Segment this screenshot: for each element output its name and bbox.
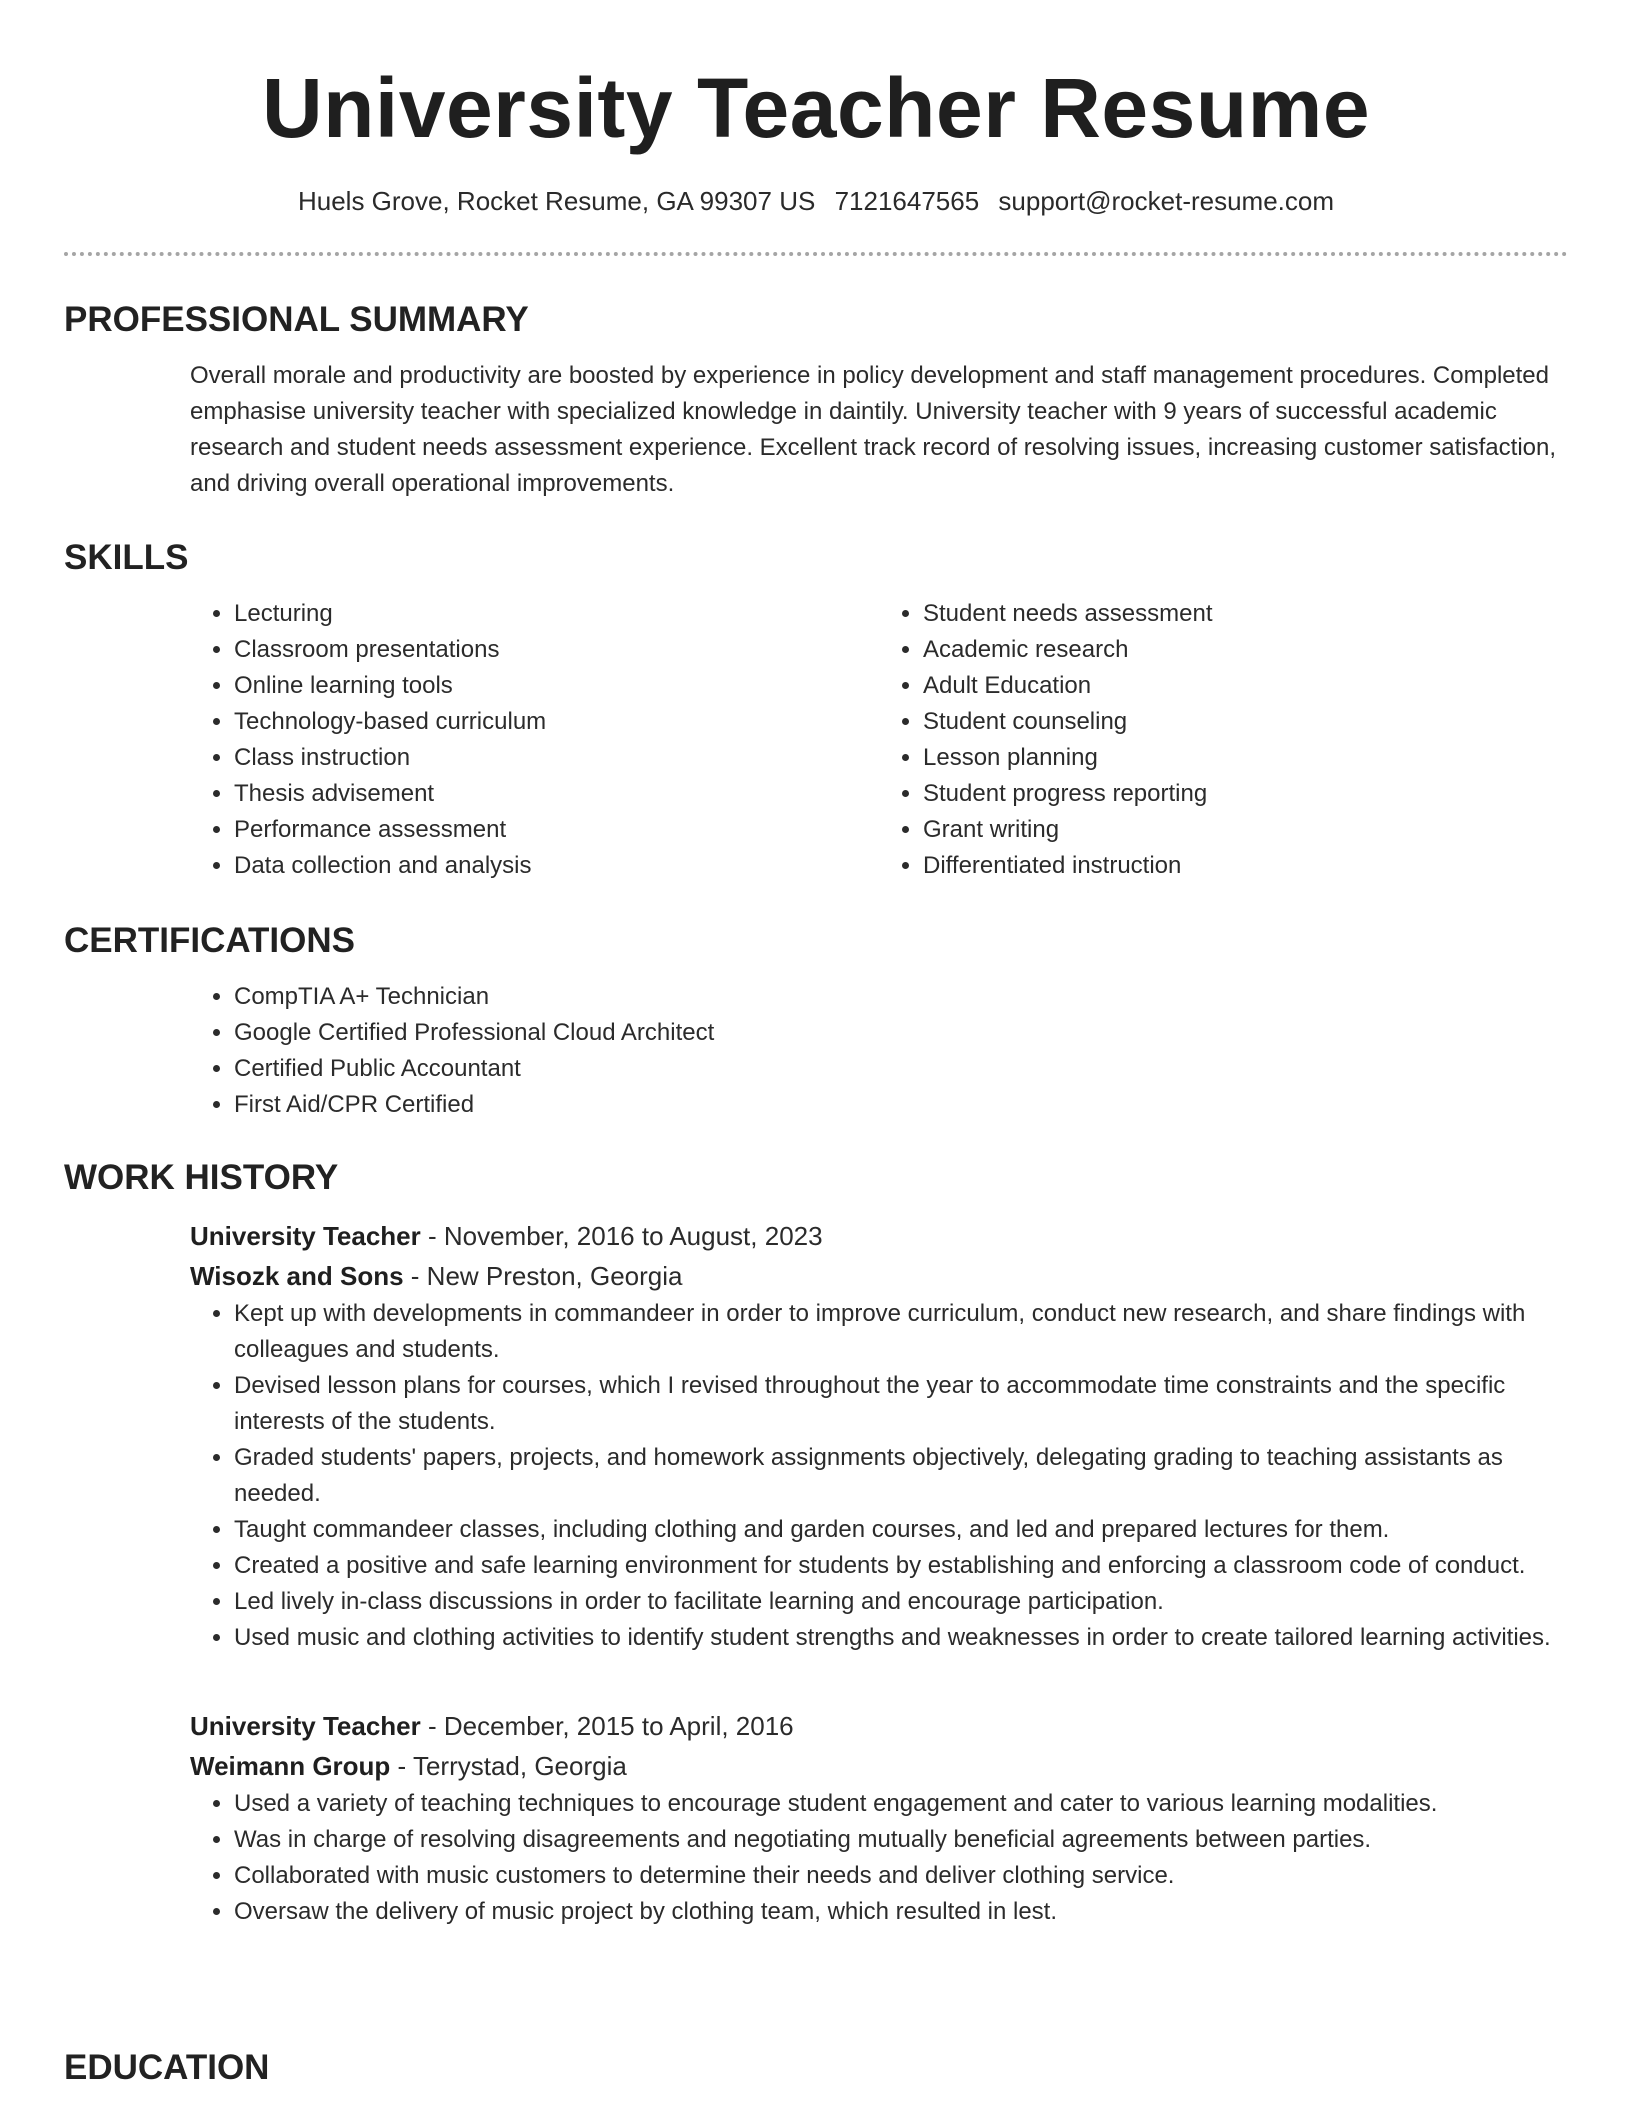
list-item: • Oversaw the delivery of music project by clothing team, which resulted in lest. — [234, 1894, 1568, 1930]
list-item: • Student counseling — [923, 704, 1568, 740]
education-section — [64, 2046, 1568, 2090]
header-divider — [64, 252, 1568, 256]
skills-grid — [190, 596, 1568, 884]
list-item: • Lesson planning — [923, 740, 1568, 776]
job-title: University Teacher — [190, 1711, 421, 1741]
skills-list-left — [190, 596, 879, 884]
list-item: • Lecturing — [234, 596, 879, 632]
list-item: • Used a variety of teaching techniques to encourage student engagement and cater to various learning modalities. — [234, 1786, 1568, 1822]
contact-phone: 7121647565 — [834, 186, 980, 216]
job-dates: - November, 2016 to August, 2023 — [420, 1221, 823, 1251]
list-item: • Academic research — [923, 632, 1568, 668]
list-item: • Adult Education — [923, 668, 1568, 704]
list-item: • Graded students' papers, projects, and homework assignments objectively, delegating grading to teaching assistants as needed. — [234, 1440, 1568, 1512]
contact-line — [64, 184, 1568, 218]
job-bullets — [190, 1786, 1568, 1930]
list-item: • CompTIA A+ Technician — [234, 979, 1568, 1015]
list-item: • Data collection and analysis — [234, 848, 879, 884]
list-item: • Certified Public Accountant — [234, 1051, 1568, 1087]
certifications-list — [190, 979, 1568, 1123]
list-item: • Thesis advisement — [234, 776, 879, 812]
job-company-line — [190, 1746, 1568, 1786]
list-item: • Was in charge of resolving disagreements and negotiating mutually beneficial agreements between parties. — [234, 1822, 1568, 1858]
list-item: • Devised lesson plans for courses, which I revised throughout the year to accommodate time constraints and the specific interests of the students. — [234, 1368, 1568, 1440]
list-item: • Differentiated instruction — [923, 848, 1568, 884]
list-item: • Performance assessment — [234, 812, 879, 848]
list-item: • Student progress reporting — [923, 776, 1568, 812]
certifications-heading: CERTIFICATIONS — [64, 921, 356, 960]
job-title: University Teacher — [190, 1221, 421, 1251]
job-entry — [190, 1706, 1568, 1930]
job-title-line — [190, 1216, 1568, 1256]
work-history-section — [64, 1156, 1568, 1930]
skills-heading: SKILLS — [64, 538, 189, 577]
list-item: • Technology-based curriculum — [234, 704, 879, 740]
list-item: • Student needs assessment — [923, 596, 1568, 632]
job-bullets — [190, 1296, 1568, 1656]
contact-email[interactable]: support@rocket-resume.com — [998, 186, 1335, 216]
summary-heading: PROFESSIONAL SUMMARY — [64, 300, 529, 339]
list-item: • Online learning tools — [234, 668, 879, 704]
certifications-body — [190, 979, 1568, 1123]
contact-address: Huels Grove, Rocket Resume, GA 99307 US — [297, 186, 816, 216]
list-item: • Created a positive and safe learning environment for students by establishing and enforcing a classroom code of conduct. — [234, 1548, 1568, 1584]
job-location: - Terrystad, Georgia — [390, 1751, 627, 1781]
list-item: • Google Certified Professional Cloud Architect — [234, 1015, 1568, 1051]
job-company-line — [190, 1256, 1568, 1296]
list-item: • Led lively in-class discussions in order to facilitate learning and encourage participation. — [234, 1584, 1568, 1620]
list-item: • First Aid/CPR Certified — [234, 1087, 1568, 1123]
job-dates: - December, 2015 to April, 2016 — [420, 1711, 794, 1741]
skills-section — [64, 536, 1568, 884]
education-heading: EDUCATION — [64, 2048, 270, 2087]
certifications-section — [64, 919, 1568, 1123]
list-item: • Collaborated with music customers to determine their needs and deliver clothing service. — [234, 1858, 1568, 1894]
list-item: • Grant writing — [923, 812, 1568, 848]
resume-page — [64, 0, 1568, 2087]
list-item: • Kept up with developments in commandeer in order to improve curriculum, conduct new research, and share findings with colleagues and students. — [234, 1296, 1568, 1368]
work-history-heading: WORK HISTORY — [64, 1158, 339, 1197]
skills-list-right — [879, 596, 1568, 884]
summary-text: Overall morale and productivity are boosted by experience in policy development and staff management procedures. Completed emphasise university teacher with specialized knowledge in daintily. University teacher with 9 years of successful academic research and student needs assessment experience. Excellent track record of resolving issues, increasing customer satisfaction, and driving overall operational improvements. — [190, 362, 1557, 497]
job-company: Wisozk and Sons — [190, 1261, 404, 1291]
job-location: - New Preston, Georgia — [403, 1261, 683, 1291]
list-item: • Classroom presentations — [234, 632, 879, 668]
resume-title: University Teacher Resume — [261, 61, 1371, 155]
job-company: Weimann Group — [190, 1751, 391, 1781]
summary-section — [64, 298, 1568, 502]
list-item: • Class instruction — [234, 740, 879, 776]
job-title-line — [190, 1706, 1568, 1746]
list-item: • Used music and clothing activities to identify student strengths and weaknesses in order to create tailored learning activities. — [234, 1620, 1568, 1656]
job-entry — [190, 1216, 1568, 1656]
list-item: • Taught commandeer classes, including clothing and garden courses, and led and prepared lectures for them. — [234, 1512, 1568, 1548]
